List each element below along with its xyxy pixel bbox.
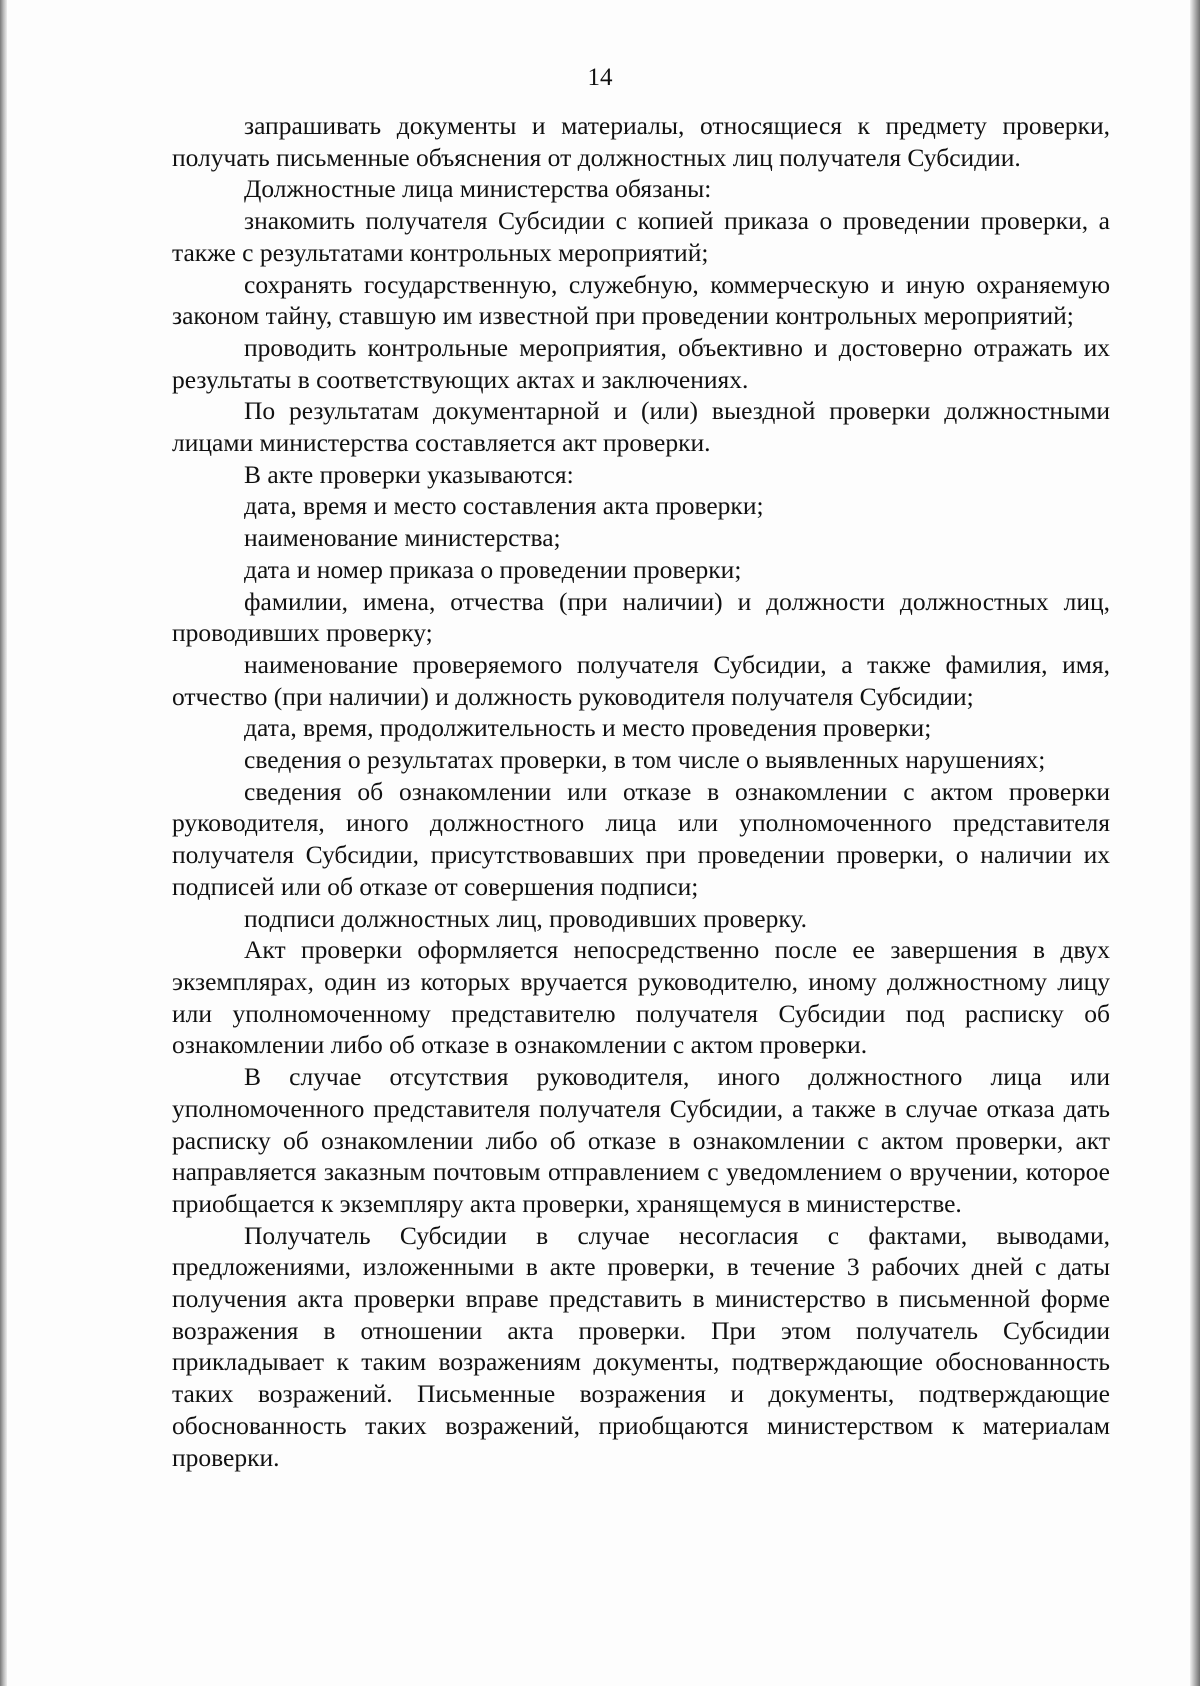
paragraph: Акт проверки оформляется непосредственно после ее завершения в двух экземплярах, один из которых вручается руководителю, иному должностному лицу или уполномоченному представителю получателя Субсидии под расписку об ознакомлении либо об отказе в ознакомлении с актом проверки. xyxy=(172,935,1110,1060)
paragraph: В акте проверки указываются: xyxy=(244,459,574,489)
list-item: наименование министерства; xyxy=(244,523,561,553)
list-item: дата, время, продолжительность и место проведения проверки; xyxy=(244,713,932,743)
paragraph: сохранять государственную, служебную, коммерческую и иную охраняемую законом тайну, ставшую им известной при проведении контрольных мероприятий; xyxy=(172,269,1110,331)
list-item: дата и номер приказа о проведении проверки; xyxy=(244,554,742,584)
list-item: сведения о результатах проверки, в том числе о выявленных нарушениях; xyxy=(244,745,1046,775)
page-number: 14 xyxy=(587,64,613,91)
paragraph: проводить контрольные мероприятия, объективно и достоверно отражать их результаты в соответствующих актах и заключениях. xyxy=(172,332,1110,394)
paragraph: Получатель Субсидии в случае несогласия с фактами, выводами, предложениями, изложенными в акте проверки, в течение 3 рабочих дней с даты получения акта проверки вправе представить в министерство в письменной форме возражения в отношении акта проверки. При этом получатель Субсидии прикладывает к таким возражениям документы, подтверждающие обоснованность таких возражений. Письменные возражения и документы, подтверждающие обоснованность таких возражений, приобщаются министерством к материалам проверки. xyxy=(172,1220,1110,1472)
scan-edge-right xyxy=(1190,0,1200,1686)
list-item: дата, время и место составления акта проверки; xyxy=(244,491,764,521)
paragraph: В случае отсутствия руководителя, иного должностного лица или уполномоченного представителя получателя Субсидии, а также в случае отказа дать расписку об ознакомлении либо об отказе в ознакомлении с актом проверки, акт направляется заказным почтовым отправлением с уведомлением о вручении, которое приобщается к экземпляру акта проверки, хранящемуся в министерстве. xyxy=(172,1062,1110,1218)
scan-edge-left xyxy=(0,0,7,1686)
list-item: фамилии, имена, отчества (при наличии) и должности должностных лиц, проводивших проверку; xyxy=(172,586,1110,648)
list-item: подписи должностных лиц, проводивших проверку. xyxy=(244,903,807,933)
paragraph: Должностные лица министерства обязаны: xyxy=(244,174,712,204)
paragraph: запрашивать документы и материалы, относящиеся к предмету проверки, получать письменные объяснения от должностных лиц получателя Субсидии. xyxy=(172,111,1110,172)
list-item: сведения об ознакомлении или отказе в ознакомлении с актом проверки руководителя, иного должностного лица или уполномоченного представителя получателя Субсидии, присутствовавших при проведении проверки, о наличии их подписей или об отказе от совершения подписи; xyxy=(172,776,1110,901)
paragraph: знакомить получателя Субсидии с копией приказа о проведении проверки, а также с результатами контрольных мероприятий; xyxy=(172,206,1110,267)
list-item: наименование проверяемого получателя Субсидии, а также фамилия, имя, отчество (при наличии) и должность руководителя получателя Субсидии; xyxy=(172,649,1110,711)
document-body xyxy=(172,110,1110,1473)
paragraph: По результатам документарной и (или) выездной проверки должностными лицами министерства составляется акт проверки. xyxy=(172,396,1110,458)
